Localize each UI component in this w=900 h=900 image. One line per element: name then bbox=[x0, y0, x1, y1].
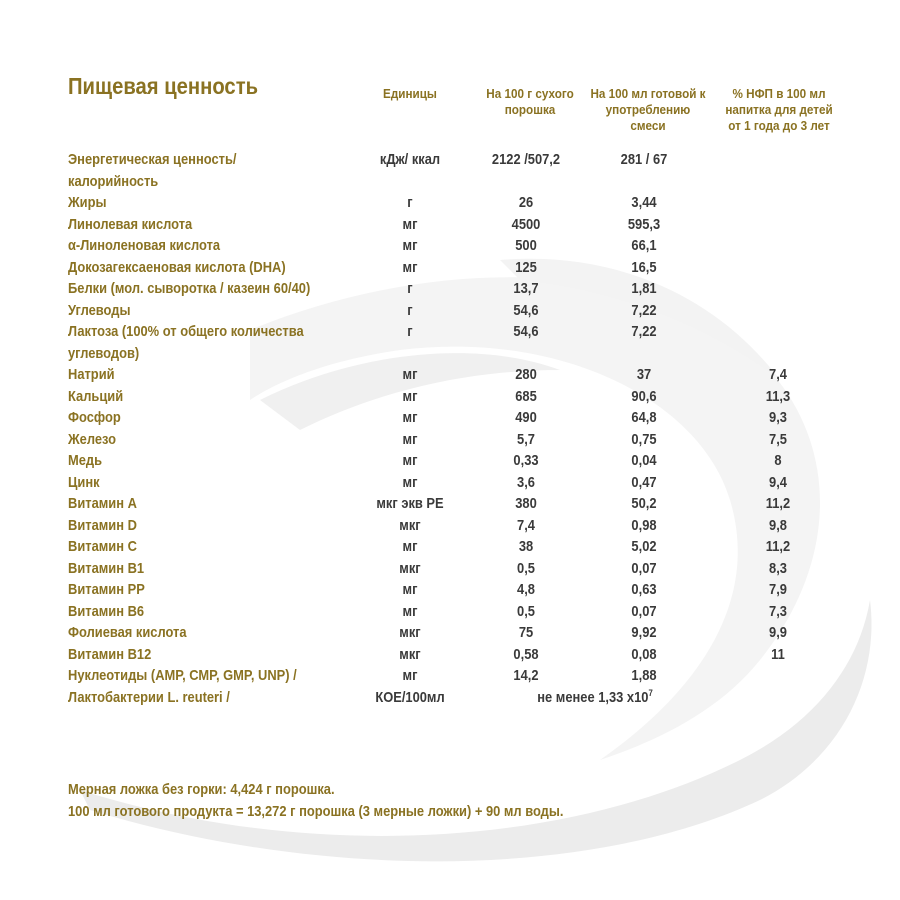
nutrient-name: Энергетическая ценность/ калорийность bbox=[68, 151, 237, 190]
nutrient-name: Витамин РР bbox=[68, 581, 145, 598]
value-nfp: 9,8 bbox=[769, 516, 787, 534]
value-per-100g: 75 bbox=[518, 624, 534, 641]
span-value-exponent: 7 bbox=[648, 687, 653, 698]
value-per-100ml: 66,1 bbox=[631, 237, 657, 254]
value-per-100ml: 0,47 bbox=[631, 473, 657, 491]
nutrient-name: Витамин В6 bbox=[68, 602, 145, 620]
nutrient-name: Нуклеотиды (АМР, СМР, GMP, UNP) / bbox=[68, 667, 297, 684]
value-per-100g: 500 bbox=[515, 237, 537, 254]
value-per-100g: 490 bbox=[515, 409, 537, 426]
footer-note bbox=[68, 779, 563, 823]
value-nfp: 9,4 bbox=[769, 473, 787, 491]
nutrient-name: Лактобактерии L. reuteri / bbox=[68, 688, 230, 706]
table-row bbox=[0, 601, 900, 623]
nutrient-unit: мкг bbox=[399, 559, 421, 577]
nutrient-unit: мг bbox=[402, 237, 418, 254]
value-per-100g: 2122 /507,2 bbox=[491, 151, 561, 168]
value-per-100g: 38 bbox=[518, 538, 534, 555]
value-per-100g: 14,2 bbox=[513, 667, 539, 684]
nutrient-name: Медь bbox=[68, 452, 103, 469]
table-row bbox=[0, 257, 900, 279]
table-row bbox=[0, 644, 900, 666]
nutrient-unit: г bbox=[407, 323, 413, 340]
nutrient-unit: г bbox=[407, 194, 413, 211]
nutrient-value-span bbox=[496, 687, 694, 709]
value-per-100g: 5,7 bbox=[517, 430, 535, 448]
header-units: Единицы bbox=[383, 86, 437, 101]
nutrient-name: Белки (мол. сыворотка / казеин 60/40) bbox=[68, 280, 311, 297]
table-row bbox=[0, 665, 900, 687]
nutrient-name: Фолиевая кислота bbox=[68, 624, 187, 641]
value-per-100ml: 0,63 bbox=[631, 581, 657, 598]
nutrient-name: α-Линоленовая кислота bbox=[68, 237, 221, 254]
nutrient-unit: мкг bbox=[399, 645, 421, 663]
nutrient-name: Витамин С bbox=[68, 538, 137, 555]
table-row bbox=[0, 278, 900, 300]
table-row bbox=[0, 515, 900, 537]
nutrient-unit: мг bbox=[402, 258, 418, 276]
value-per-100ml: 7,22 bbox=[631, 323, 657, 340]
value-per-100ml: 0,07 bbox=[631, 602, 657, 620]
value-per-100g: 125 bbox=[515, 258, 537, 276]
table-row bbox=[0, 364, 900, 386]
header-nfp: % НФП в 100 мл напитка для детей от 1 года до 3 лет bbox=[725, 86, 833, 133]
nutrient-name: Углеводы bbox=[68, 301, 131, 319]
nutrient-name: Линолевая кислота bbox=[68, 215, 193, 233]
table-row bbox=[0, 235, 900, 257]
value-nfp: 11,2 bbox=[765, 538, 791, 555]
value-per-100ml: 0,08 bbox=[631, 645, 657, 663]
nutrient-name: Цинк bbox=[68, 473, 100, 491]
value-nfp: 7,3 bbox=[769, 602, 787, 620]
value-per-100ml: 5,02 bbox=[631, 538, 657, 555]
value-per-100ml: 50,2 bbox=[631, 495, 657, 512]
value-per-100g: 3,6 bbox=[517, 473, 535, 491]
value-per-100ml: 281 / 67 bbox=[620, 151, 668, 168]
nutrient-name: Железо bbox=[68, 430, 117, 448]
nutrient-unit: мг bbox=[402, 387, 418, 405]
value-per-100ml: 7,22 bbox=[631, 301, 657, 319]
nutrient-name: Витамин D bbox=[68, 516, 137, 534]
value-per-100ml: 1,81 bbox=[631, 280, 657, 297]
nutrient-name: Витамин А bbox=[68, 495, 137, 512]
value-per-100ml: 3,44 bbox=[631, 194, 657, 211]
nutrient-unit: мг bbox=[402, 430, 418, 448]
nutrient-unit: мг bbox=[402, 667, 418, 684]
table-row bbox=[0, 321, 900, 364]
value-nfp: 8,3 bbox=[769, 559, 787, 577]
nutrient-unit: КОЕ/100мл bbox=[375, 688, 445, 706]
nutrient-unit: г bbox=[407, 301, 413, 319]
footer-line-2: 100 мл готового продукта = 13,272 г порошка (3 мерные ложки) + 90 мл воды. bbox=[68, 803, 564, 820]
nutrient-unit: мг bbox=[402, 581, 418, 598]
nutrient-unit: мг bbox=[402, 473, 418, 491]
value-nfp: 7,9 bbox=[769, 581, 787, 598]
header-per-100ml: На 100 мл готовой к употреблению смеси bbox=[590, 86, 706, 133]
nutrient-unit: г bbox=[407, 280, 413, 297]
value-per-100ml: 595,3 bbox=[627, 215, 661, 233]
nutrition-table bbox=[0, 149, 900, 708]
nutrient-unit: кДж/ ккал bbox=[379, 151, 441, 168]
nutrient-unit: мкг bbox=[399, 516, 421, 534]
value-per-100ml: 37 bbox=[636, 366, 652, 383]
value-nfp: 11,2 bbox=[765, 495, 791, 512]
nutrient-unit: мкг экв РЕ bbox=[376, 495, 444, 512]
value-per-100g: 13,7 bbox=[513, 280, 539, 297]
nutrient-unit: мг bbox=[402, 366, 418, 383]
nutrient-name: Лактоза (100% от общего количества углеводов) bbox=[68, 323, 304, 362]
table-row bbox=[0, 558, 900, 580]
value-nfp: 7,4 bbox=[769, 366, 787, 383]
table-row bbox=[0, 407, 900, 429]
table-row bbox=[0, 300, 900, 322]
value-per-100g: 7,4 bbox=[517, 516, 535, 534]
value-per-100g: 380 bbox=[515, 495, 537, 512]
value-per-100g: 0,33 bbox=[513, 452, 539, 469]
footer-line-1: Мерная ложка без горки: 4,424 г порошка. bbox=[68, 781, 335, 798]
value-per-100ml: 1,88 bbox=[631, 667, 657, 684]
table-row bbox=[0, 579, 900, 601]
header-per-100g: На 100 г сухого порошка bbox=[486, 86, 574, 117]
table-row bbox=[0, 149, 900, 192]
value-nfp: 9,3 bbox=[769, 409, 787, 426]
page-title: Пищевая ценность bbox=[68, 73, 259, 99]
nutrient-unit: мг bbox=[402, 538, 418, 555]
nutrient-name: Фосфор bbox=[68, 409, 121, 426]
value-per-100g: 54,6 bbox=[513, 301, 539, 319]
value-per-100ml: 64,8 bbox=[631, 409, 657, 426]
span-value-text: не менее 1,33 x10 bbox=[537, 688, 649, 706]
value-per-100ml: 0,75 bbox=[631, 430, 657, 448]
nutrient-unit: мг bbox=[402, 409, 418, 426]
nutrient-name: Витамин В12 bbox=[68, 645, 152, 663]
nutrient-name: Докозагексаеновая кислота (DHA) bbox=[68, 258, 286, 276]
table-row bbox=[0, 192, 900, 214]
table-row bbox=[0, 386, 900, 408]
table-row bbox=[0, 450, 900, 472]
nutrient-name: Витамин В1 bbox=[68, 559, 145, 577]
value-per-100g: 0,5 bbox=[517, 559, 535, 577]
value-per-100ml: 0,07 bbox=[631, 559, 657, 577]
table-row bbox=[0, 536, 900, 558]
nutrient-unit: мг bbox=[402, 602, 418, 620]
table-row bbox=[0, 622, 900, 644]
table-row bbox=[0, 429, 900, 451]
table-row bbox=[0, 214, 900, 236]
value-per-100g: 4500 bbox=[511, 215, 541, 233]
nutrient-name: Кальций bbox=[68, 387, 124, 405]
value-per-100ml: 16,5 bbox=[631, 258, 657, 276]
nutrient-name: Жиры bbox=[68, 194, 107, 211]
value-per-100ml: 0,04 bbox=[631, 452, 657, 469]
value-nfp: 8 bbox=[774, 452, 782, 469]
value-nfp: 11 bbox=[771, 645, 785, 663]
table-row bbox=[0, 493, 900, 515]
value-per-100g: 0,58 bbox=[513, 645, 539, 663]
nutrient-name: Натрий bbox=[68, 366, 115, 383]
value-per-100ml: 90,6 bbox=[631, 387, 657, 405]
value-per-100g: 685 bbox=[515, 387, 537, 405]
nutrient-unit: мг bbox=[402, 452, 418, 469]
value-per-100g: 26 bbox=[518, 194, 534, 211]
value-per-100ml: 0,98 bbox=[631, 516, 657, 534]
value-per-100g: 0,5 bbox=[517, 602, 535, 620]
value-per-100g: 54,6 bbox=[513, 323, 539, 340]
value-nfp: 7,5 bbox=[769, 430, 787, 448]
nutrient-unit: мкг bbox=[399, 624, 421, 641]
value-nfp: 11,3 bbox=[765, 387, 791, 405]
value-per-100g: 280 bbox=[515, 366, 537, 383]
table-row bbox=[0, 687, 900, 709]
value-per-100ml: 9,92 bbox=[631, 624, 657, 641]
value-per-100g: 4,8 bbox=[517, 581, 535, 598]
table-row bbox=[0, 472, 900, 494]
value-nfp: 9,9 bbox=[769, 624, 787, 641]
nutrient-unit: мг bbox=[402, 215, 418, 233]
